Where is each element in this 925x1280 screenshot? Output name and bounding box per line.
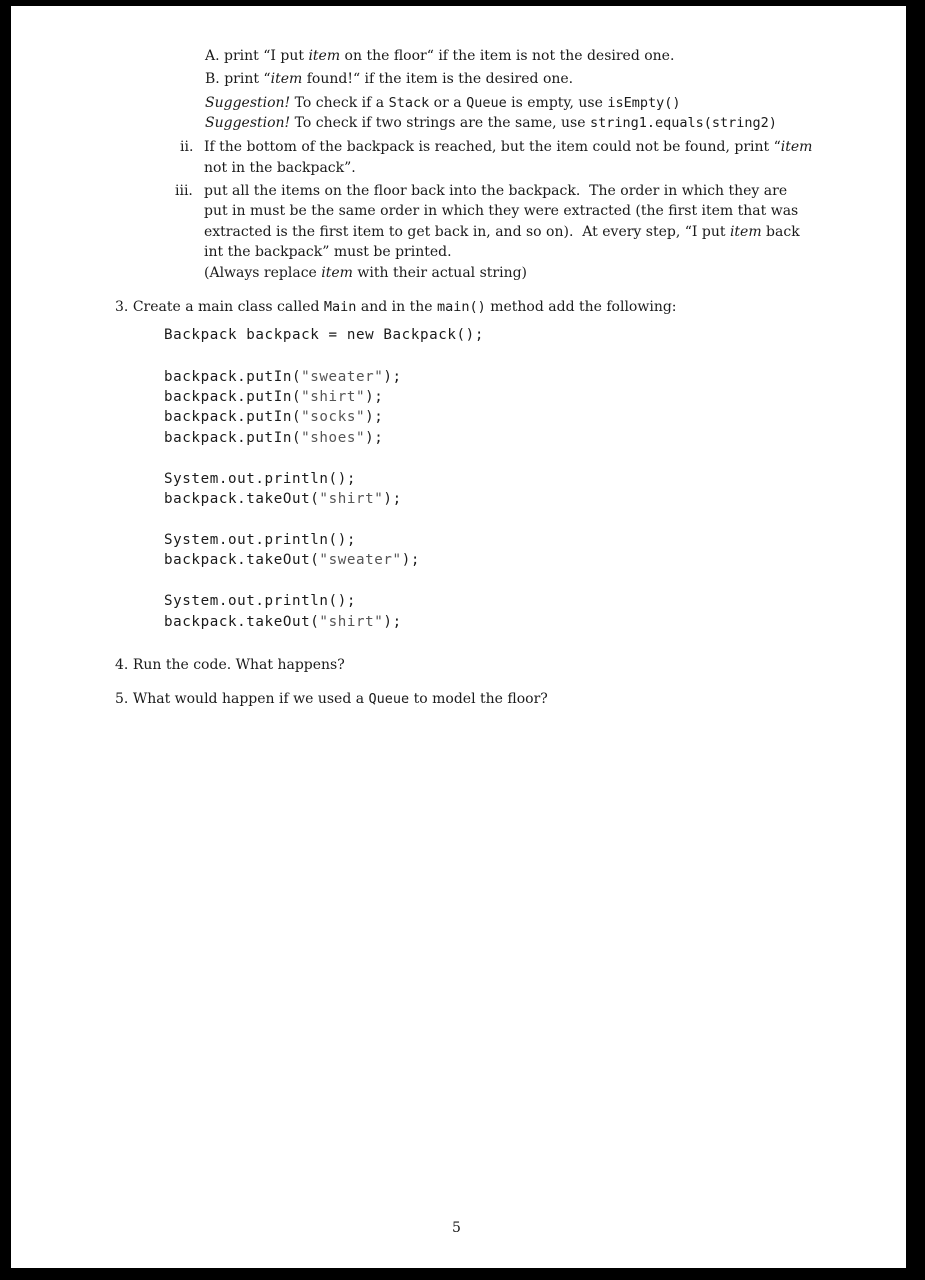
code-line-println-1: System.out.println();: [164, 471, 356, 487]
code-line-takeout-1: backpack.takeOut("shirt");: [164, 491, 402, 507]
code-line-declaration: Backpack backpack = new Backpack();: [164, 327, 484, 343]
step-5: 5. What would happen if we used a Queue to model the floor?: [115, 691, 548, 707]
suggestion-string-equals: Suggestion! To check if two strings are the same, use string1.equals(string2): [205, 115, 777, 131]
suggestion-empty-check: Suggestion! To check if a Stack or a Queue is empty, use isEmpty(): [205, 95, 681, 111]
list-item-a: A. print “I put item on the floor“ if the item is not the desired one.: [205, 48, 675, 64]
code-line-takeout-2: backpack.takeOut("sweater");: [164, 552, 420, 568]
step-3: 3. Create a main class called Main and in the main() method add the following:: [115, 299, 677, 315]
code-line-putin-1: backpack.putIn("sweater");: [164, 369, 402, 385]
list-item-ii-line2: not in the backpack”.: [204, 160, 356, 176]
list-item-iii-line4: int the backpack” must be printed.: [204, 244, 452, 260]
list-item-ii-line1: If the bottom of the backpack is reached, but the item could not be found, print “item: [204, 139, 813, 155]
list-item-iii-line3: extracted is the first item to get back in, and so on). At every step, “I put item back: [204, 224, 800, 240]
code-line-takeout-3: backpack.takeOut("shirt");: [164, 614, 402, 630]
list-item-iii-line5: (Always replace item with their actual string): [204, 265, 528, 281]
code-line-println-2: System.out.println();: [164, 532, 356, 548]
list-item-iii-line2: put in must be the same order in which they were extracted (the first item that was: [204, 203, 799, 219]
list-item-ii-label: ii.: [180, 139, 194, 155]
code-line-putin-3: backpack.putIn("socks");: [164, 409, 384, 425]
step-4: 4. Run the code. What happens?: [115, 657, 345, 673]
code-line-putin-2: backpack.putIn("shirt");: [164, 389, 384, 405]
code-line-println-3: System.out.println();: [164, 593, 356, 609]
code-line-putin-4: backpack.putIn("shoes");: [164, 430, 384, 446]
list-item-iii-label: iii.: [175, 183, 193, 199]
list-item-b: B. print “item found!“ if the item is the desired one.: [205, 71, 574, 87]
list-item-iii-line1: put all the items on the floor back into the backpack. The order in which they are: [204, 183, 788, 199]
page-number: 5: [452, 1220, 461, 1236]
